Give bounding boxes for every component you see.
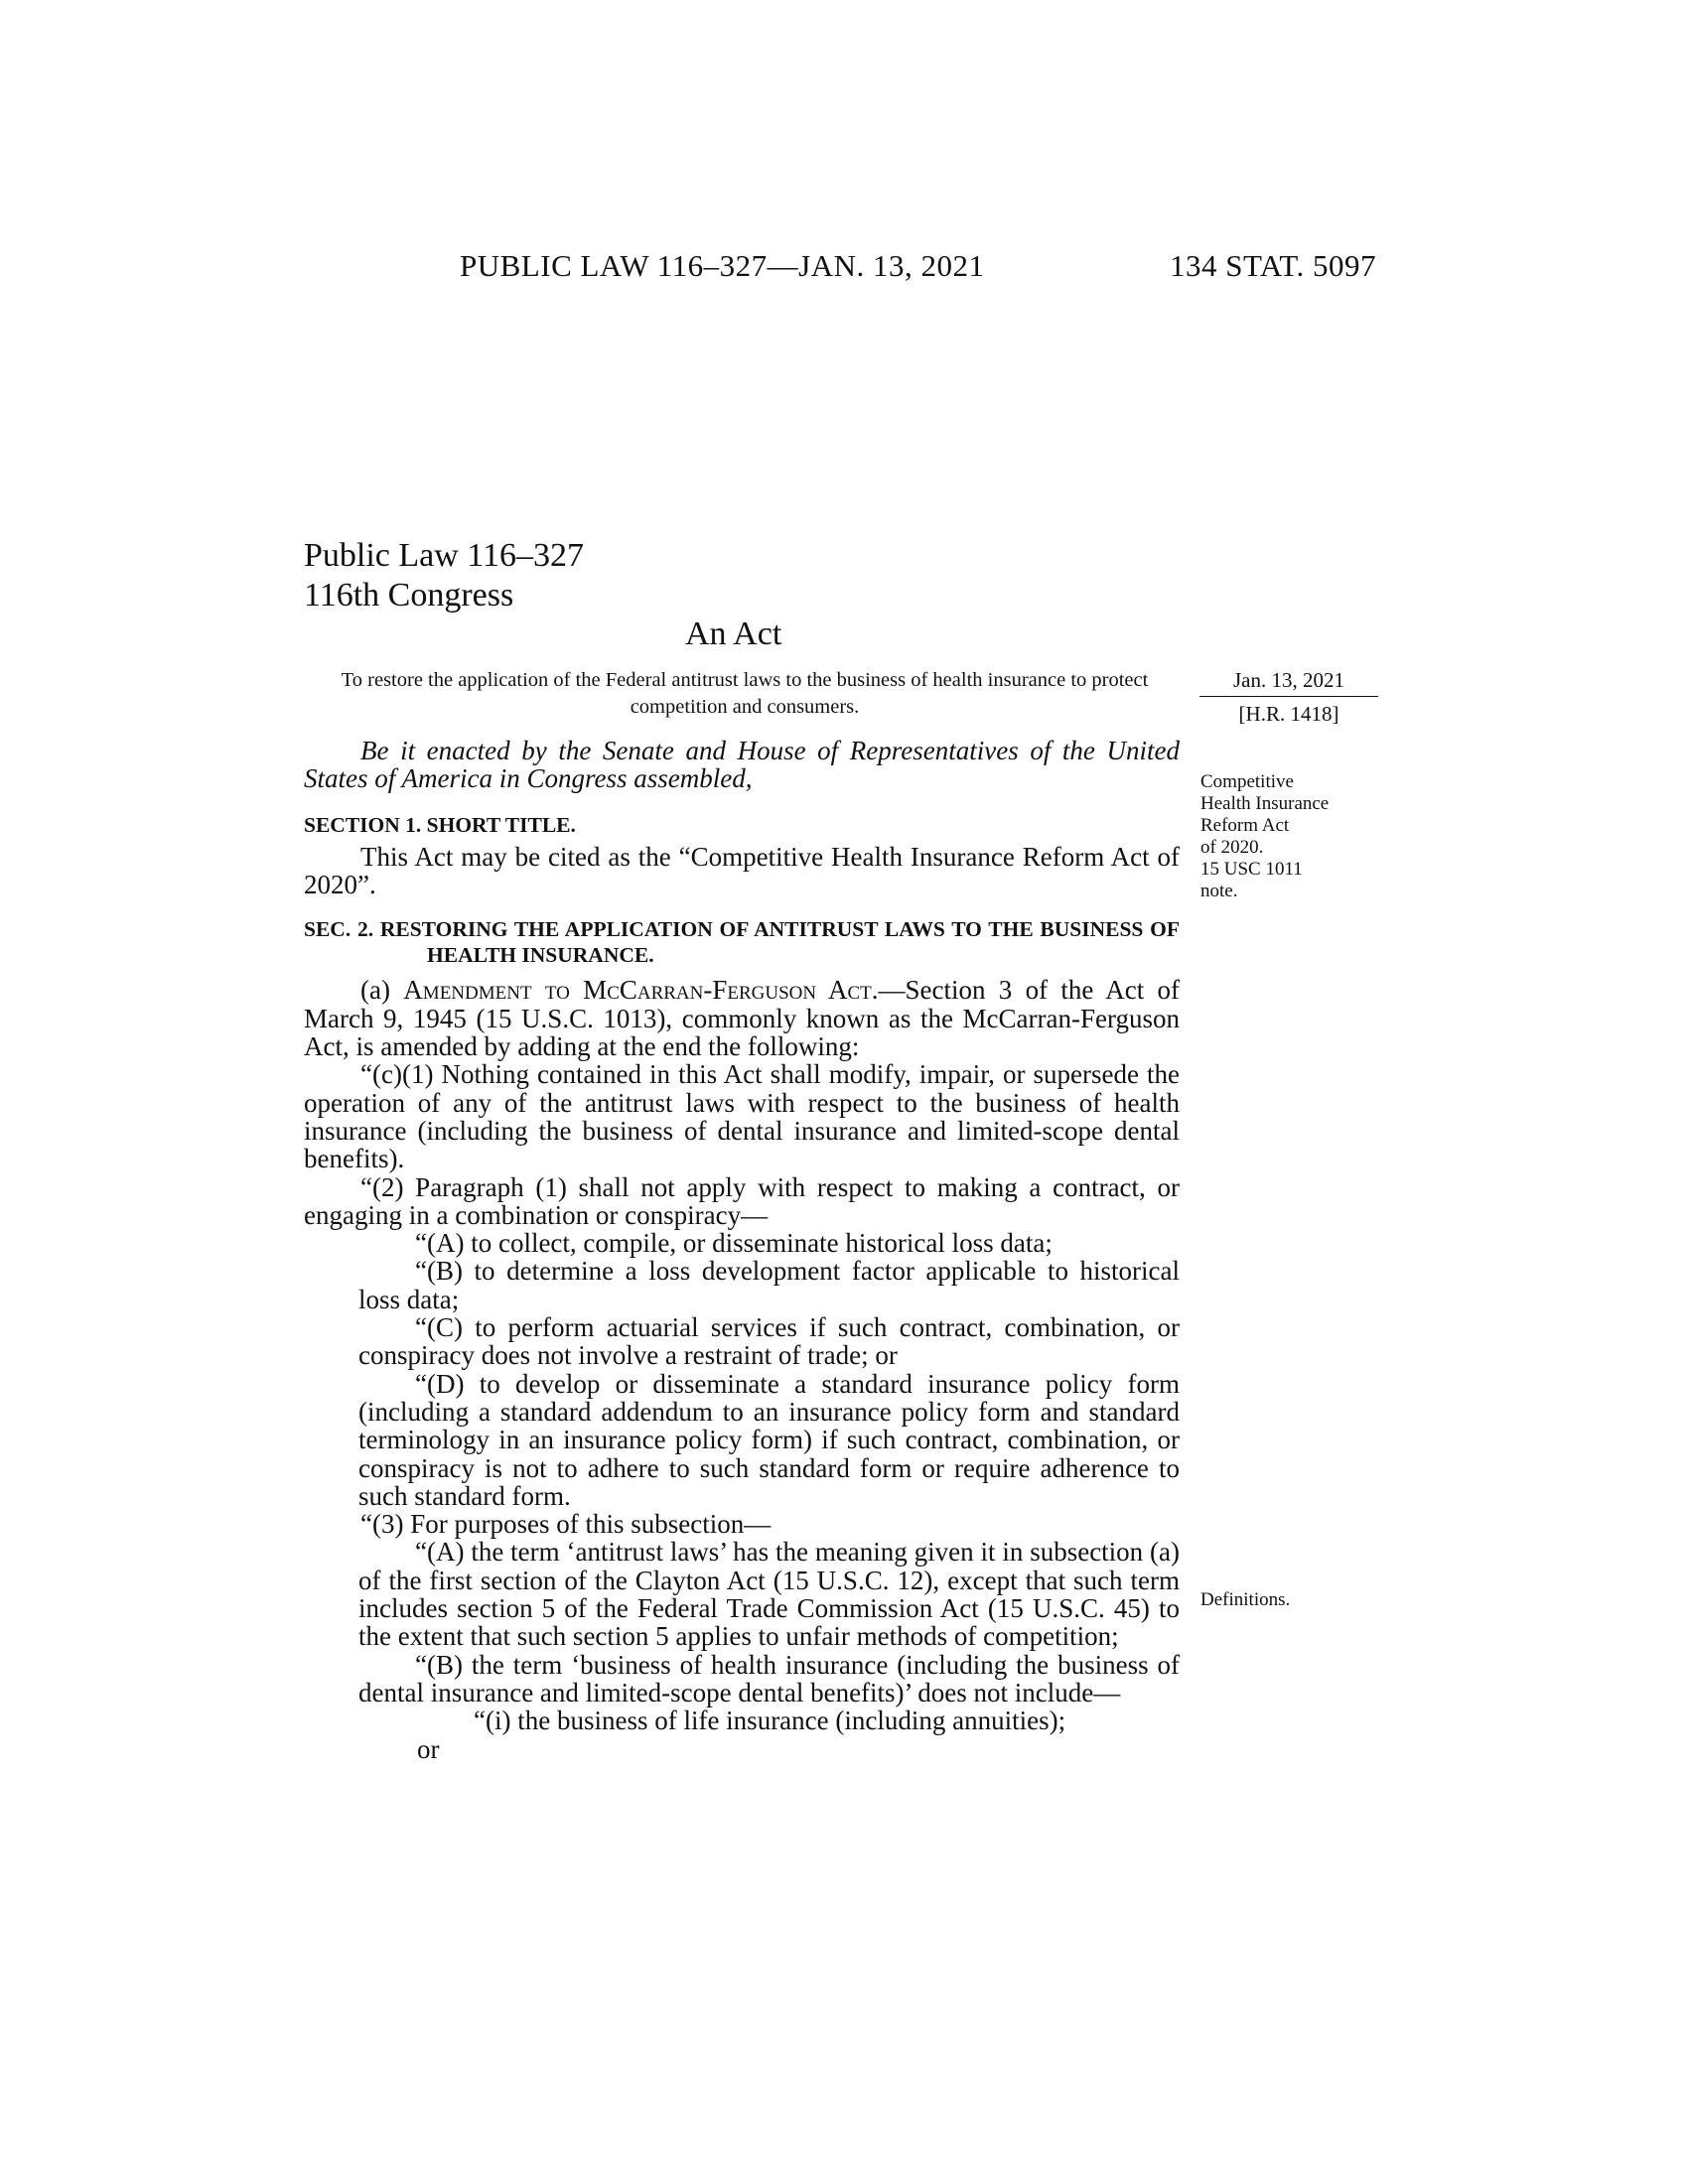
clause-connector-or: or bbox=[417, 1733, 440, 1764]
paragraph-c1: “(c)(1) Nothing contained in this Act shall modify, impair, or supersede the operation of any of the antitrust laws with respect to the business of health insurance (including the business of dental insurance and limited-scope dental benefits). bbox=[304, 1059, 1180, 1174]
enacting-clause: Be it enacted by the Senate and House of Representatives of the United States of America in Congress assembled, bbox=[304, 736, 1180, 794]
section-2-heading: SEC. 2. RESTORING THE APPLICATION OF ANTITRUST LAWS TO THE BUSINESS OF HEALTH INSURANCE. bbox=[304, 917, 1180, 968]
margin-note-line: Competitive bbox=[1200, 771, 1294, 792]
subsection-a-text: —Section 3 of the Act of March 9, 1945 (15 U.S.C. 1013), commonly known as the McCarran-Ferguson Act, is amended by adding at the end the following: bbox=[304, 975, 1181, 1062]
section-1-heading: SECTION 1. SHORT TITLE. bbox=[304, 812, 576, 837]
act-purpose: To restore the application of the Federal antitrust laws to the business of health insurance to protect competition and consumers. bbox=[341, 669, 1149, 718]
act-heading: An Act bbox=[685, 615, 782, 652]
section-1-text: This Act may be cited as the “Competitive Health Insurance Reform Act of 2020”. bbox=[304, 841, 1180, 900]
enactment-date-block bbox=[1199, 667, 1378, 728]
margin-note-definitions: Definitions. bbox=[1200, 1589, 1291, 1610]
margin-note-line: of 2020. bbox=[1200, 837, 1264, 858]
clause-c3-b-i: “(i) the business of life insurance (including annuities); bbox=[474, 1706, 1066, 1736]
clause-c2-c: “(C) to perform actuarial services if such contract, combination, or conspiracy does not involve a restraint of trade; or bbox=[358, 1312, 1180, 1371]
running-head: PUBLIC LAW 116–327—JAN. 13, 2021 bbox=[460, 248, 985, 283]
clause-c3-a: “(A) the term ‘antitrust laws’ has the meaning given it in subsection (a) of the first section of the Clayton Act (15 U.S.C. 12), except that such term includes section 5 of the Federal Trade Commission Act (15 U.S.C. 45) to the extent that such section 5 applies to unfair methods of competition; bbox=[358, 1537, 1180, 1652]
margin-note-line: 15 USC 1011 bbox=[1200, 859, 1303, 880]
margin-note-line: note. bbox=[1200, 881, 1238, 901]
paragraph-c2: “(2) Paragraph (1) shall not apply with respect to making a contract, or engaging in a combination or conspiracy— bbox=[304, 1171, 1180, 1230]
bill-number: [H.R. 1418] bbox=[1238, 702, 1339, 726]
paragraph-c3: “(3) For purposes of this subsection— bbox=[360, 1509, 772, 1540]
congress-number: 116th Congress bbox=[304, 577, 514, 614]
clause-c3-b: “(B) the term ‘business of health insurance (including the business of dental insurance and limited-scope dental benefits)’ does not include— bbox=[358, 1649, 1180, 1707]
margin-note-line: Health Insurance bbox=[1200, 793, 1330, 814]
page-stat-number: 134 STAT. 5097 bbox=[1169, 248, 1376, 283]
enactment-date: Jan. 13, 2021 bbox=[1199, 667, 1378, 697]
public-law-number: Public Law 116–327 bbox=[304, 537, 585, 574]
clause-c2-b: “(B) to determine a loss development factor applicable to historical loss data; bbox=[358, 1256, 1180, 1314]
subsection-a-label: (a) bbox=[360, 975, 404, 1006]
law-title-block bbox=[304, 536, 584, 615]
act-body bbox=[304, 737, 1180, 1763]
margin-note-short-title bbox=[1200, 771, 1329, 902]
margin-note-line: Reform Act bbox=[1200, 815, 1290, 836]
subsection-a-caption: Amendment to McCarran-Ferguson Act. bbox=[403, 975, 879, 1006]
subsection-a bbox=[304, 976, 1180, 1060]
clause-c2-a: “(A) to collect, compile, or disseminate historical loss data; bbox=[415, 1228, 1053, 1259]
clause-c2-d: “(D) to develop or disseminate a standard insurance policy form (including a standard addendum to an insurance policy form and standard terminology in an insurance policy form) if such contract, combination, or conspiracy is not to adhere to such standard form or require adherence to such standard form. bbox=[358, 1368, 1180, 1511]
